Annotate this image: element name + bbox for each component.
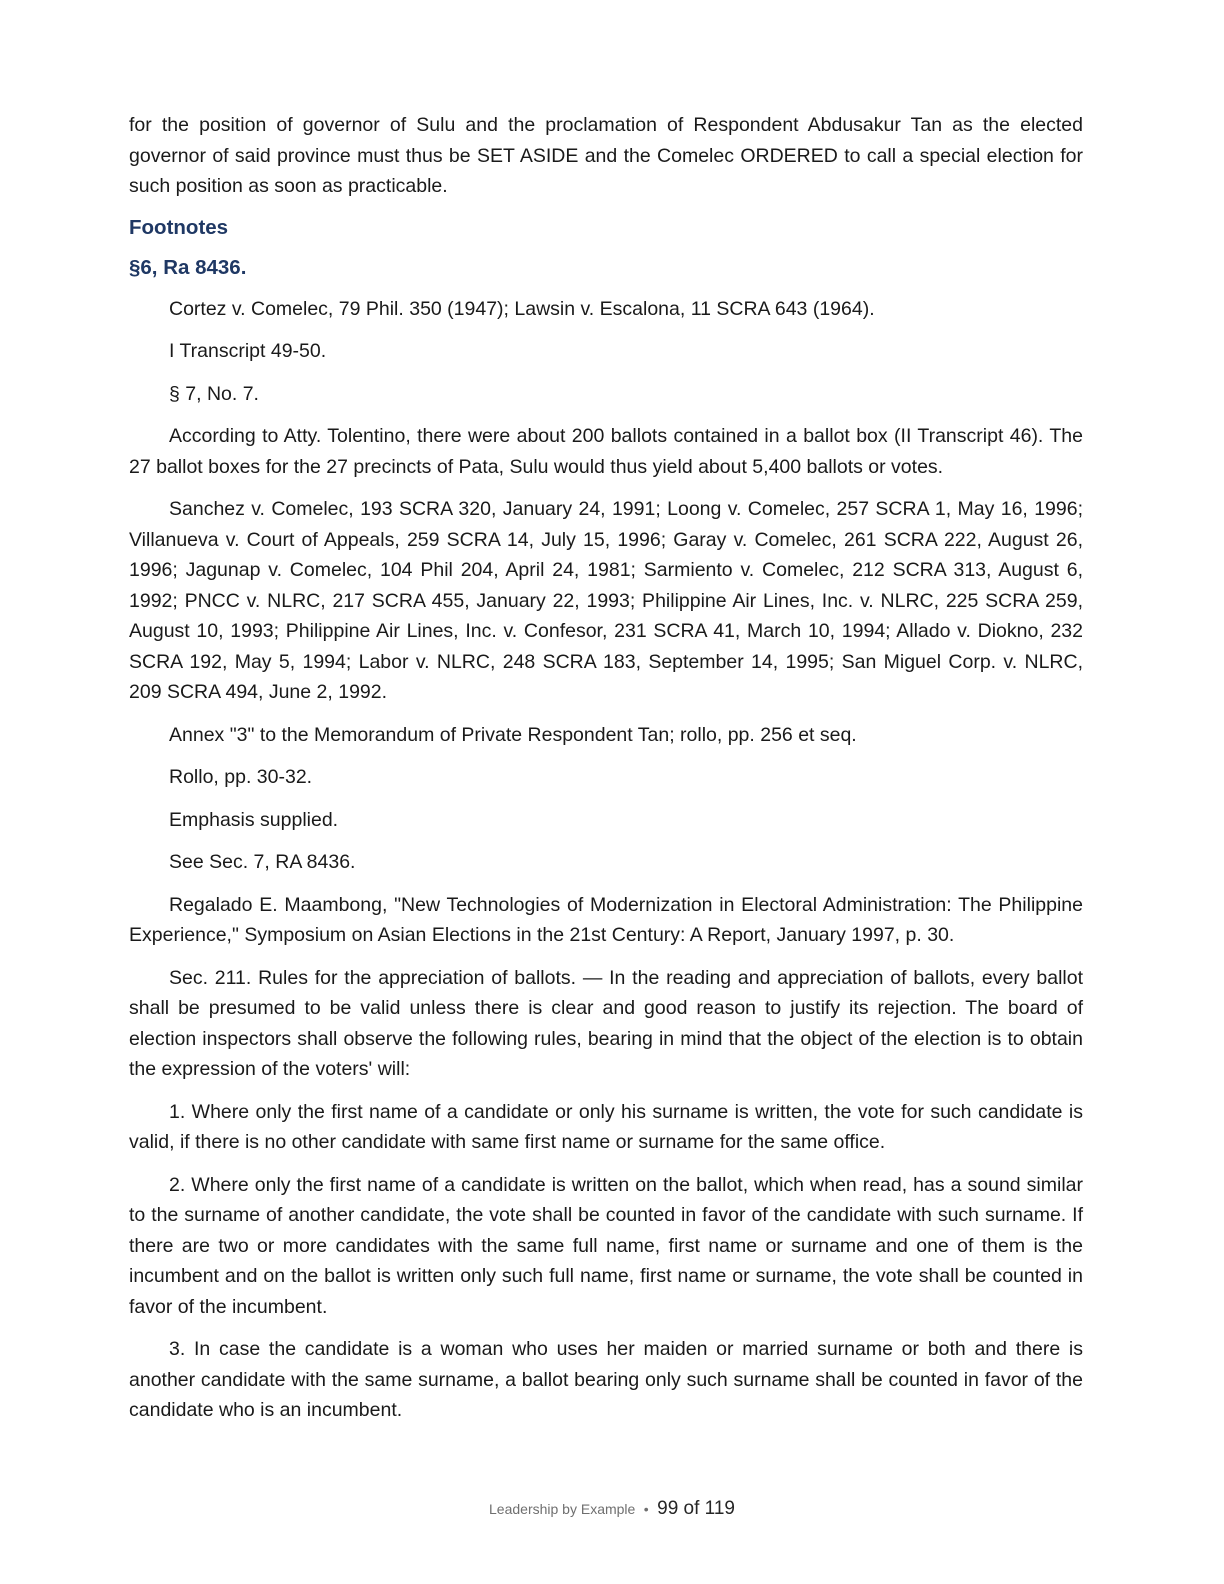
footnote-rule-item: 3. In case the candidate is a woman who uses her maiden or married surname or both and there is another candidate with the same surname, a ballot bearing only such surname shall be counted in favor of the candidate who is an incumbent. — [129, 1338, 1083, 1421]
footnote-section-heading: §6, Ra 8436. — [129, 255, 247, 279]
footnote-item: See Sec. 7, RA 8436. — [169, 851, 356, 873]
footnote-item: I Transcript 49-50. — [169, 340, 327, 362]
document-page — [129, 110, 1083, 1438]
footnote-item: According to Atty. Tolentino, there were about 200 ballots contained in a ballot box (II Transcript 46). The 27 ballot boxes for the 27 precincts of Pata, Sulu would thus yield about 5,400 ballots or votes. — [129, 425, 1083, 478]
footnote-item: Cortez v. Comelec, 79 Phil. 350 (1947); Lawsin v. Escalona, 11 SCRA 643 (1964). — [169, 297, 875, 320]
footnote-item: § 7, No. 7. — [169, 382, 259, 405]
footnote-rule-item: 1. Where only the first name of a candidate or only his surname is written, the vote for such candidate is valid, if there is no other candidate with same first name or surname for the same office. — [129, 1100, 1083, 1153]
footnote-item: Annex "3" to the Memorandum of Private Respondent Tan; rollo, pp. 256 et seq. — [169, 723, 857, 746]
footnote-item: Emphasis supplied. — [169, 808, 339, 831]
footnote-item: Regalado E. Maambong, "New Technologies of Modernization in Electoral Administration: The Philippine Experience," Symposium on Asian Elections in the 21st Century: A Report, January 1997, p. 30. — [129, 893, 1083, 946]
footnote-item: Sanchez v. Comelec, 193 SCRA 320, January 24, 1991; Loong v. Comelec, 257 SCRA 1, May 16, 1996; Villanueva v. Court of Appeals, 259 SCRA 14, July 15, 1996; Garay v. Comelec, 261 SCRA 222, August 26, 1996; Jagunap v. Comelec, 104 Phil 204, April 24, 1981; Sarmiento v. Comelec, 212 SCRA 313, August 6, 1992; PNCC v. NLRC, 217 SCRA 455, January 22, 1993; Philippine Air Lines, Inc. v. NLRC, 225 SCRA 259, August 10, 1993; Philippine Air Lines, Inc. v. Confesor, 231 SCRA 41, March 10, 1994; Allado v. Diokno, 232 SCRA 192, May 5, 1994; Labor v. NLRC, 248 SCRA 183, September 14, 1995; San Miguel Corp. v. NLRC, 209 SCRA 494, June 2, 1992. — [129, 498, 1083, 703]
page-footer — [0, 1498, 1224, 1520]
footer-separator: • — [643, 1501, 649, 1517]
footnote-item: Sec. 211. Rules for the appreciation of ballots. — In the reading and appreciation of ballots, every ballot shall be presumed to be valid unless there is clear and good reason to justify its rejection. The board of election inspectors shall observe the following rules, bearing in mind that the object of the election is to obtain the expression of the voters' will: — [129, 966, 1083, 1080]
footnotes-heading: Footnotes — [129, 215, 229, 239]
page-number: 99 of 119 — [657, 1498, 735, 1519]
footer-document-title: Leadership by Example — [489, 1501, 636, 1517]
footnote-rule-item: 2. Where only the first name of a candidate is written on the ballot, which when read, has a sound similar to the surname of another candidate, the vote shall be counted in favor of the candidate with such surname. If there are two or more candidates with the same full name, first name or surname and one of them is the incumbent and on the ballot is written only such full name, first name or surname, the vote shall be counted in favor of the incumbent. — [129, 1173, 1083, 1318]
footnote-item: Rollo, pp. 30-32. — [169, 766, 313, 788]
intro-paragraph: for the position of governor of Sulu and the proclamation of Respondent Abdusakur Tan as the elected governor of said province must thus be SET ASIDE and the Comelec ORDERED to call a special election for such position as soon as practicable. — [129, 114, 1083, 197]
